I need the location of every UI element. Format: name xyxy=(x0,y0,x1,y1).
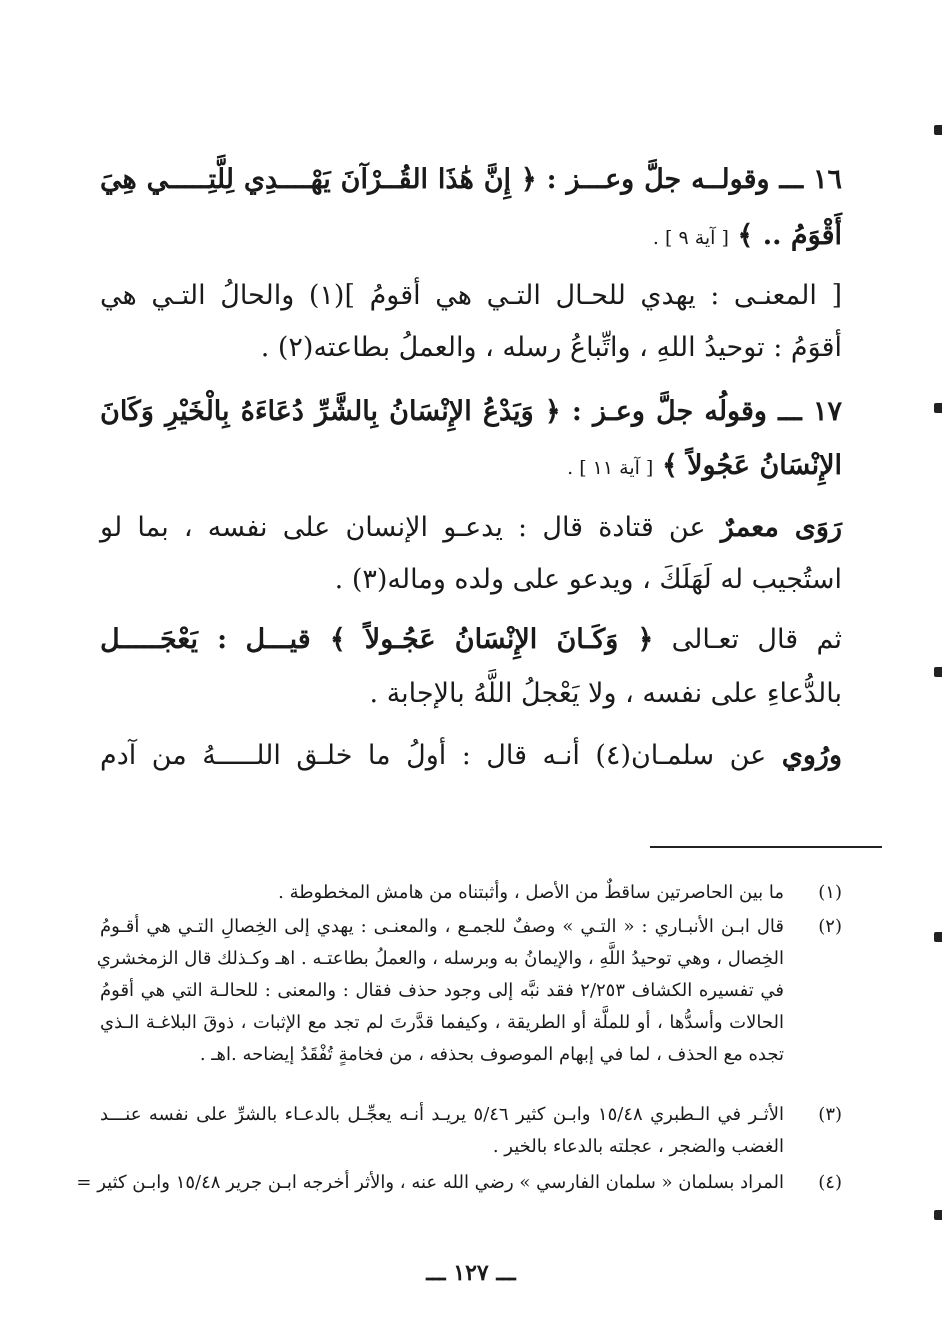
verse-end: أَقْوَمُ .. ﴾ xyxy=(737,220,842,251)
body-line-16-cont xyxy=(100,216,842,260)
footnote-4 xyxy=(76,1168,842,1200)
salman-line xyxy=(100,736,842,780)
verse-ref: [ آية ١١ ] . xyxy=(567,457,654,479)
quote-line-1 xyxy=(100,620,842,664)
footnote-number: (٢) xyxy=(818,916,842,937)
page-number: ـــ ١٢٧ ـــ xyxy=(426,1260,516,1286)
footnote-text: ما بين الحاصرتين ساقطٌ من الأصل ، وأثبتناه من هامش المخطوطة . xyxy=(278,882,784,903)
meaning-line-2: أقوَمُ : توحيدُ اللهِ ، واتِّباعُ رسله ، والعملُ بطاعته(٢) . xyxy=(260,332,842,363)
footnote-text: المراد بسلمان « سلمان الفارسي » رضي الله عنه ، والأثر أخرجه ابـن جرير ١٥/٤٨ وابـن كثير = xyxy=(76,1172,784,1193)
quote-verse: ﴿ وَكَـانَ الإِنْسَانُ عَجُـولاً ﴾ قيـــل xyxy=(245,624,654,655)
narration-verb: ورُوي xyxy=(781,740,842,771)
footnote-number: (٣) xyxy=(818,1104,843,1125)
narration-line-2: استُجيب له لَهَلَكَ ، ويدعو على ولده وماله(٣) . xyxy=(334,564,842,595)
footnote-number: (١) xyxy=(818,882,842,903)
footnote-2 xyxy=(100,912,842,944)
body-line-16: ١٦ ـــ وقولــه جلَّ وعـــز : ﴿ إِنَّ هَٰذَا القُــرْآنَ يَهْــــدِي لِلَّتِـــــي هِيَ xyxy=(100,164,842,195)
narration-text: عن سلمـان(٤) أنـه قال : أولُ ما خلـق اللـــــهُ من آدم xyxy=(100,740,767,771)
edge-mark xyxy=(934,667,942,677)
footnote-1 xyxy=(100,878,842,910)
verse-end: الإِنْسَانُ عَجُولاً ﴾ xyxy=(661,450,842,481)
narration-line-1 xyxy=(100,508,842,552)
narration-text: عن قتادة قال : يدعـو الإنسان على نفسه ، بما لو xyxy=(100,512,706,543)
footnote-separator xyxy=(650,846,882,848)
footnote-number: (٤) xyxy=(818,1172,842,1193)
quote-line-2: بالدُّعاءِ على نفسه ، ولا يَعْجلُ اللَّهُ بالإجابة . xyxy=(369,678,842,709)
body-line-17: ١٧ ـــ وقولُه جلَّ وعـز : ﴿ وَيَدْعُ الإِنْسَانُ بِالشَّرِّ دُعَاءَهُ بِالْخَيْرِ وَكَانَ xyxy=(100,396,842,427)
footnote-2-line-3: في تفسيره الكشاف ٢/٢٥٣ فقد نبَّه إلى وجود حذف فقال : والمعنى : للحالـة التي هي أقومُ xyxy=(100,980,784,1001)
body-line-17-cont xyxy=(100,446,842,490)
edge-mark xyxy=(934,125,942,135)
footnote-3 xyxy=(100,1100,842,1132)
meaning-line-1: [ المعنـى : يهدي للحـال التـي هي أقومُ ](١) والحالُ التـي هي xyxy=(100,280,842,311)
verse-ref: [ آية ٩ ] . xyxy=(652,227,729,249)
footnote-text: الأثـر في الـطبري ١٥/٤٨ وابـن كثير ٥/٤٦ يريـد أنـه يعجِّـل بالدعـاء بالشرِّ على نفسه عنـــد xyxy=(100,1104,785,1125)
quote-explanation: : يَعْجَـــــل xyxy=(100,624,228,655)
footnote-text: قال ابـن الأنبـاري : « التـي » وصفٌ للجمـع ، والمعنـى : يهدي إلى الخِصالِ التـي هي أقـومُ xyxy=(100,916,784,937)
footnote-2-line-2: الخِصال ، وهي توحيدُ اللَّهِ ، والإيمانُ به وبرسله ، والعملُ بطاعتـه . اهـ وكـذلك قال الزمخشري xyxy=(96,948,784,969)
narrator: رَوَى معمرٌ xyxy=(720,512,843,543)
edge-mark xyxy=(934,1210,942,1220)
footnote-3-line-2: الغضب والضجر ، عجلته بالدعاء بالخير . xyxy=(492,1136,784,1157)
footnote-2-line-5: تجده مع الحذف ، لما في إبهام الموصوف بحذفه ، من فخامةٍ تُفْقَدُ إيضاحه .اهـ . xyxy=(199,1044,784,1065)
edge-mark xyxy=(934,403,942,413)
edge-mark xyxy=(934,932,942,942)
quote-intro: ثم قال تعـالى xyxy=(671,624,842,655)
footnote-2-line-4: الحالات وأسدُّها ، أو للملَّة أو الطريقة ، وكيفما قدَّرتَ لم تجد مع الإثبات ، ذوقَ البلاغـة الـذي xyxy=(100,1012,784,1033)
